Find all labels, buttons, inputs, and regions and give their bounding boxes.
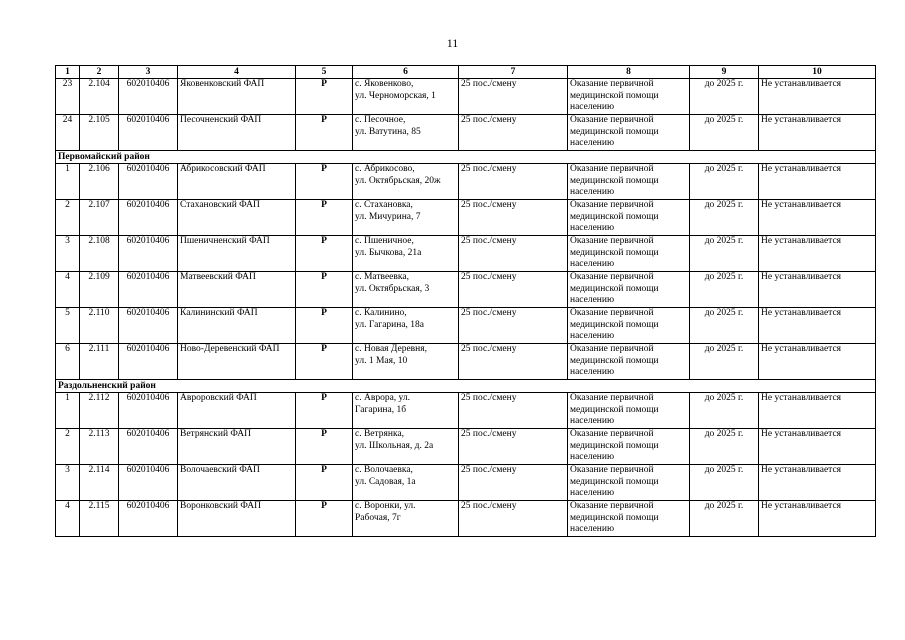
cell-code: 2.113 <box>80 429 119 465</box>
cell-address <box>353 236 459 272</box>
cell-capacity: 25 пос./смену <box>459 465 568 501</box>
cell-okved: 602010406 <box>119 393 178 429</box>
cell-address <box>353 115 459 151</box>
cell-facility-name: Песочненский ФАП <box>178 115 296 151</box>
cell-term: до 2025 г. <box>690 115 759 151</box>
cell-address <box>353 429 459 465</box>
cell-code: 2.108 <box>80 236 119 272</box>
table-row <box>56 308 876 344</box>
cell-term: до 2025 г. <box>690 164 759 200</box>
address-line: ул. Садовая, 1а <box>355 476 416 487</box>
cell-capacity: 25 пос./смену <box>459 344 568 380</box>
address-line: ул. Октябрьская, 3 <box>355 283 430 294</box>
cell-zone: Не устанавливается <box>759 344 876 380</box>
cell-term: до 2025 г. <box>690 344 759 380</box>
cell-category: Р <box>296 200 353 236</box>
cell-purpose: Оказание первичной медицинской помощи населению <box>568 344 690 380</box>
cell-term: до 2025 г. <box>690 272 759 308</box>
address-line: с. Матвеевка, <box>355 272 409 282</box>
cell-zone: Не устанавливается <box>759 200 876 236</box>
table-row <box>56 393 876 429</box>
cell-address <box>353 79 459 115</box>
cell-purpose: Оказание первичной медицинской помощи населению <box>568 393 690 429</box>
cell-okved: 602010406 <box>119 344 178 380</box>
page-number: 11 <box>446 36 459 50</box>
cell-zone: Не устанавливается <box>759 164 876 200</box>
cell-category: Р <box>296 429 353 465</box>
cell-address <box>353 501 459 537</box>
cell-category: Р <box>296 115 353 151</box>
cell-okved: 602010406 <box>119 164 178 200</box>
facilities-table <box>55 65 876 537</box>
address-line: Рабочая, 7г <box>355 512 401 523</box>
address-line: с. Волочаевка, <box>355 465 413 475</box>
address-line: с. Пшеничное, <box>355 236 414 246</box>
address-line: ул. Ватутина, 85 <box>355 126 421 137</box>
cell-term: до 2025 г. <box>690 308 759 344</box>
address-line: Гагарина, 1б <box>355 404 407 415</box>
header-cell-7: 7 <box>459 66 568 79</box>
cell-zone: Не устанавливается <box>759 115 876 151</box>
cell-term: до 2025 г. <box>690 79 759 115</box>
cell-number: 24 <box>56 115 80 151</box>
cell-code: 2.111 <box>80 344 119 380</box>
cell-purpose: Оказание первичной медицинской помощи населению <box>568 236 690 272</box>
cell-category: Р <box>296 465 353 501</box>
address-line: ул. Бычкова, 21а <box>355 247 422 258</box>
cell-purpose: Оказание первичной медицинской помощи населению <box>568 501 690 537</box>
header-cell-8: 8 <box>568 66 690 79</box>
cell-zone: Не устанавливается <box>759 465 876 501</box>
cell-code: 2.104 <box>80 79 119 115</box>
cell-code: 2.105 <box>80 115 119 151</box>
cell-code: 2.114 <box>80 465 119 501</box>
table-row <box>56 501 876 537</box>
table-body <box>56 79 876 537</box>
cell-purpose: Оказание первичной медицинской помощи населению <box>568 308 690 344</box>
cell-category: Р <box>296 272 353 308</box>
cell-number: 3 <box>56 465 80 501</box>
address-line: ул. Октябрьская, 20ж <box>355 175 441 186</box>
cell-term: до 2025 г. <box>690 465 759 501</box>
cell-zone: Не устанавливается <box>759 501 876 537</box>
cell-address <box>353 465 459 501</box>
cell-zone: Не устанавливается <box>759 272 876 308</box>
cell-capacity: 25 пос./смену <box>459 308 568 344</box>
cell-facility-name: Яковенковский ФАП <box>178 79 296 115</box>
cell-number: 2 <box>56 429 80 465</box>
cell-okved: 602010406 <box>119 429 178 465</box>
header-cell-1: 1 <box>56 66 80 79</box>
header-cell-3: 3 <box>119 66 178 79</box>
address-line: с. Аврора, ул. <box>355 393 410 403</box>
section-header-row <box>56 151 876 164</box>
cell-purpose: Оказание первичной медицинской помощи населению <box>568 164 690 200</box>
cell-category: Р <box>296 501 353 537</box>
cell-term: до 2025 г. <box>690 236 759 272</box>
address-line: с. Ветрянка, <box>355 429 405 439</box>
cell-category: Р <box>296 308 353 344</box>
cell-facility-name: Ново-Деревенский ФАП <box>178 344 296 380</box>
address-line: ул. Школьная, д. 2а <box>355 440 434 451</box>
cell-okved: 602010406 <box>119 501 178 537</box>
cell-facility-name: Волочаевский ФАП <box>178 465 296 501</box>
table-row <box>56 115 876 151</box>
table-row <box>56 272 876 308</box>
cell-category: Р <box>296 344 353 380</box>
cell-capacity: 25 пос./смену <box>459 393 568 429</box>
cell-address <box>353 393 459 429</box>
address-line: ул. Черноморская, 1 <box>355 90 436 101</box>
section-title: Первомайский район <box>56 151 876 164</box>
cell-capacity: 25 пос./смену <box>459 79 568 115</box>
cell-category: Р <box>296 393 353 429</box>
cell-okved: 602010406 <box>119 115 178 151</box>
cell-number: 1 <box>56 393 80 429</box>
address-line: с. Калинино, <box>355 308 407 318</box>
cell-code: 2.109 <box>80 272 119 308</box>
cell-capacity: 25 пос./смену <box>459 272 568 308</box>
table-row <box>56 465 876 501</box>
cell-capacity: 25 пос./смену <box>459 236 568 272</box>
section-title: Раздольненский район <box>56 380 876 393</box>
cell-zone: Не устанавливается <box>759 393 876 429</box>
cell-code: 2.110 <box>80 308 119 344</box>
cell-zone: Не устанавливается <box>759 236 876 272</box>
header-cell-5: 5 <box>296 66 353 79</box>
cell-capacity: 25 пос./смену <box>459 429 568 465</box>
cell-term: до 2025 г. <box>690 393 759 429</box>
address-line: с. Песочное, <box>355 115 406 125</box>
address-line: ул. Мичурина, 7 <box>355 211 421 222</box>
header-cell-4: 4 <box>178 66 296 79</box>
cell-okved: 602010406 <box>119 308 178 344</box>
cell-term: до 2025 г. <box>690 501 759 537</box>
cell-facility-name: Пшеничненский ФАП <box>178 236 296 272</box>
address-line: с. Новая Деревня, <box>355 344 427 354</box>
cell-number: 4 <box>56 272 80 308</box>
cell-purpose: Оказание первичной медицинской помощи населению <box>568 272 690 308</box>
cell-purpose: Оказание первичной медицинской помощи населению <box>568 465 690 501</box>
cell-okved: 602010406 <box>119 200 178 236</box>
cell-code: 2.115 <box>80 501 119 537</box>
cell-number: 6 <box>56 344 80 380</box>
cell-facility-name: Абрикосовский ФАП <box>178 164 296 200</box>
cell-facility-name: Матвеевский ФАП <box>178 272 296 308</box>
cell-code: 2.107 <box>80 200 119 236</box>
cell-zone: Не устанавливается <box>759 308 876 344</box>
address-line: с. Абрикосово, <box>355 164 415 174</box>
cell-okved: 602010406 <box>119 236 178 272</box>
cell-okved: 602010406 <box>119 79 178 115</box>
cell-zone: Не устанавливается <box>759 79 876 115</box>
address-line: ул. Гагарина, 18а <box>355 319 425 330</box>
header-row <box>56 66 876 79</box>
address-line: ул. 1 Мая, 10 <box>355 355 408 366</box>
section-header-row <box>56 380 876 393</box>
cell-okved: 602010406 <box>119 272 178 308</box>
cell-facility-name: Калининский ФАП <box>178 308 296 344</box>
header-cell-9: 9 <box>690 66 759 79</box>
cell-number: 3 <box>56 236 80 272</box>
table-row <box>56 429 876 465</box>
cell-number: 23 <box>56 79 80 115</box>
cell-address <box>353 164 459 200</box>
cell-number: 4 <box>56 501 80 537</box>
cell-purpose: Оказание первичной медицинской помощи населению <box>568 115 690 151</box>
cell-capacity: 25 пос./смену <box>459 164 568 200</box>
cell-purpose: Оказание первичной медицинской помощи населению <box>568 200 690 236</box>
table-row <box>56 79 876 115</box>
cell-number: 2 <box>56 200 80 236</box>
cell-purpose: Оказание первичной медицинской помощи населению <box>568 429 690 465</box>
header-cell-10: 10 <box>759 66 876 79</box>
cell-number: 1 <box>56 164 80 200</box>
cell-okved: 602010406 <box>119 465 178 501</box>
cell-facility-name: Воронковский ФАП <box>178 501 296 537</box>
cell-purpose: Оказание первичной медицинской помощи населению <box>568 79 690 115</box>
table-row <box>56 200 876 236</box>
address-line: с. Яковенково, <box>355 79 414 89</box>
cell-facility-name: Стахановский ФАП <box>178 200 296 236</box>
cell-category: Р <box>296 164 353 200</box>
cell-category: Р <box>296 79 353 115</box>
table-row <box>56 236 876 272</box>
cell-code: 2.112 <box>80 393 119 429</box>
cell-address <box>353 272 459 308</box>
cell-term: до 2025 г. <box>690 429 759 465</box>
cell-address <box>353 200 459 236</box>
cell-number: 5 <box>56 308 80 344</box>
cell-capacity: 25 пос./смену <box>459 501 568 537</box>
address-line: с. Стахановка, <box>355 200 413 210</box>
address-line: с. Воронки, ул. <box>355 501 416 511</box>
header-cell-2: 2 <box>80 66 119 79</box>
cell-term: до 2025 г. <box>690 200 759 236</box>
cell-facility-name: Авроровский ФАП <box>178 393 296 429</box>
cell-category: Р <box>296 236 353 272</box>
cell-code: 2.106 <box>80 164 119 200</box>
table-row <box>56 344 876 380</box>
table-row <box>56 164 876 200</box>
cell-capacity: 25 пос./смену <box>459 115 568 151</box>
cell-zone: Не устанавливается <box>759 429 876 465</box>
cell-capacity: 25 пос./смену <box>459 200 568 236</box>
cell-address <box>353 308 459 344</box>
cell-facility-name: Ветрянский ФАП <box>178 429 296 465</box>
cell-address <box>353 344 459 380</box>
header-cell-6: 6 <box>353 66 459 79</box>
